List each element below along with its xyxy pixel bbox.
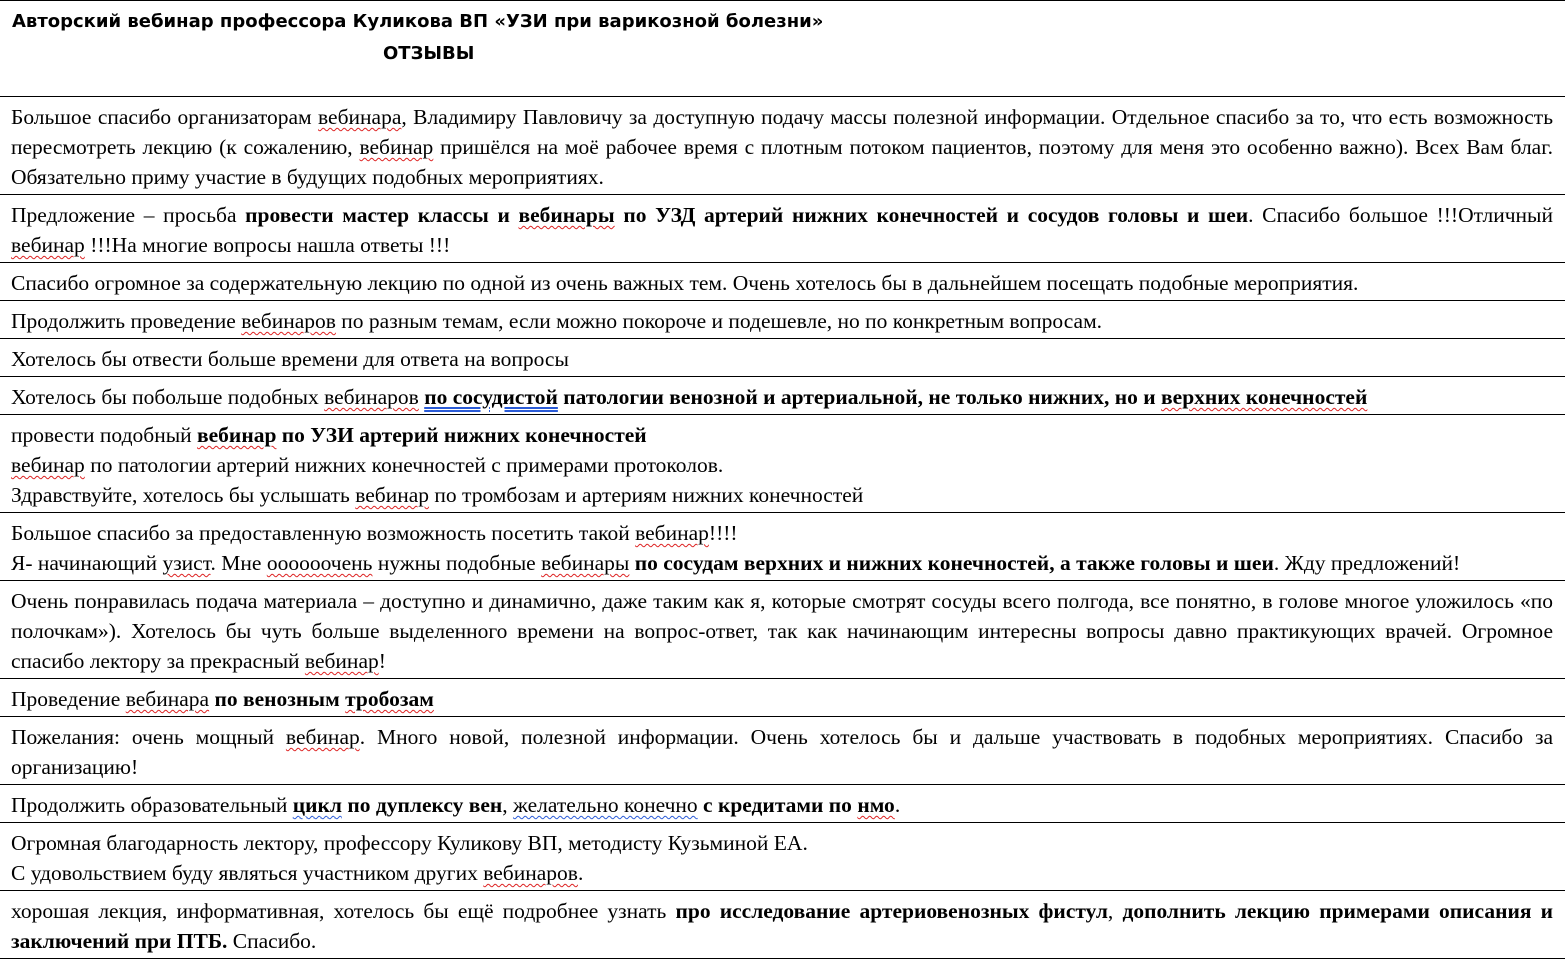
review-paragraph xyxy=(11,518,1553,548)
review-row xyxy=(0,784,1565,822)
review-paragraph xyxy=(11,548,1553,578)
review-text: Спасибо. xyxy=(227,929,317,953)
review-text: по патологии артерий нижних конечностей с примерами протоколов. xyxy=(84,453,724,477)
review-row xyxy=(0,580,1565,678)
review-row xyxy=(0,822,1565,890)
review-row xyxy=(0,300,1565,338)
review-text: . xyxy=(894,793,901,817)
review-paragraph xyxy=(11,344,1553,374)
review-text: с кредитами по xyxy=(697,793,858,817)
review-row xyxy=(0,512,1565,580)
review-text: по сосудистой xyxy=(424,385,558,409)
review-text: вебинаров xyxy=(241,309,336,333)
review-paragraph xyxy=(11,684,1553,714)
review-text: вебинар xyxy=(11,233,85,257)
review-text: вебинар xyxy=(304,649,379,673)
review-paragraph xyxy=(11,722,1553,782)
review-row xyxy=(0,194,1565,262)
review-text: Большое спасибо за предоставленную возможность посетить такой xyxy=(11,521,636,545)
review-text: нужны подобные xyxy=(372,551,542,575)
review-text: Продолжить образовательный xyxy=(11,793,293,817)
review-paragraph xyxy=(11,200,1553,260)
review-text: вебинара xyxy=(318,105,402,129)
review-paragraph xyxy=(11,828,1553,858)
review-text: Здравствуйте, хотелось бы услышать xyxy=(11,483,356,507)
review-text: Предложение – просьба xyxy=(11,203,246,227)
review-text: . Много новой, полезной информации. Очень хотелось бы и дальше участвовать в подобных мероприятиях. Спасибо за организацию! xyxy=(11,725,1553,779)
review-text: желательно конечно xyxy=(513,793,698,817)
review-text: провести мастер классы и xyxy=(245,203,519,227)
review-text: Спасибо огромное за содержательную лекцию по одной из очень важных тем. Очень хотелось бы в дальнейшем посещать подобные мероприятия. xyxy=(11,271,1359,295)
review-text: вебинар xyxy=(285,725,360,749)
review-row xyxy=(0,716,1565,784)
review-paragraph xyxy=(11,102,1553,192)
document-subtitle: ОТЗЫВЫ xyxy=(383,43,475,64)
review-text: . Жду предложений! xyxy=(1273,551,1461,575)
review-text: , Владимиру Павловичу за доступную подачу массы полезной информации. Отдельное спасибо за то, что есть возможность пересмотреть лекцию (к сожалению, xyxy=(11,105,1553,159)
review-text: ! xyxy=(378,649,386,673)
review-text: по венозным xyxy=(209,687,346,711)
review-text: Пожелания: очень мощный xyxy=(11,725,286,749)
review-paragraph xyxy=(11,306,1553,336)
review-text: !!!! xyxy=(708,521,738,545)
review-text: узист xyxy=(162,551,211,575)
review-text: вебинаров xyxy=(324,385,419,409)
review-text: Очень понравилась подача материала – доступно и динамично, даже таким как я, которые смотрят сосуды всего полгода, все понятно, в голове многое уложилось «по полочкам»). Хотелось бы чуть больше выделенного времени на вопрос-ответ, так как начинающим интересны вопросы давно практикующих врачей. Огромное спасибо лектору за прекрасный xyxy=(11,589,1553,673)
review-row xyxy=(0,678,1565,716)
review-paragraph xyxy=(11,790,1553,820)
review-text: вебинар xyxy=(635,521,709,545)
review-paragraph xyxy=(11,450,1553,480)
reviews-table xyxy=(0,96,1565,959)
review-text: Огромная благодарность лектору, профессору Куликову ВП, методисту Кузьминой ЕА. xyxy=(11,831,808,855)
review-row xyxy=(0,414,1565,512)
review-paragraph xyxy=(11,480,1553,510)
review-text: по разным темам, если можно покороче и подешевле, но по конкретным вопросам. xyxy=(335,309,1103,333)
review-text: !!!На многие вопросы нашла ответы !!! xyxy=(84,233,451,257)
review-text: патологии венозной и артериальной, не только нижних, но и xyxy=(557,385,1162,409)
review-text: Хотелось бы побольше подобных xyxy=(11,385,325,409)
review-paragraph xyxy=(11,420,1553,450)
review-paragraph xyxy=(11,896,1553,956)
review-row xyxy=(0,96,1565,194)
review-text: про исследование артериовенозных фистул xyxy=(675,899,1108,923)
review-row xyxy=(0,376,1565,414)
review-text: хорошая лекция, информативная, хотелось бы ещё подробнее узнать xyxy=(11,899,676,923)
review-paragraph xyxy=(11,382,1553,412)
review-row xyxy=(0,262,1565,300)
review-text: пришёлся на моё рабочее время с плотным потоком пациентов, поэтому для меня это особенно важно). Всех Вам благ. Обязательно приму участие в будущих подобных мероприятиях. xyxy=(11,135,1553,189)
review-text: вебинары xyxy=(518,203,615,227)
review-text: С удовольствием буду являться участником других xyxy=(11,861,484,885)
document-title: Авторский вебинар профессора Куликова ВП «УЗИ при варикозной болезни» xyxy=(12,11,824,32)
review-text: вебинар xyxy=(359,135,434,159)
review-paragraph xyxy=(11,586,1553,676)
review-text: нмо xyxy=(857,793,895,817)
review-text: Хотелось бы отвести больше времени для ответа на вопросы xyxy=(11,347,569,371)
review-text: Проведение xyxy=(11,687,126,711)
review-text: . Спасибо большое !!!Отличный xyxy=(1248,203,1553,227)
review-paragraph xyxy=(11,268,1553,298)
review-text: Продолжить проведение xyxy=(11,309,242,333)
review-text: вебинара xyxy=(125,687,210,711)
review-row xyxy=(0,890,1565,959)
review-text: по дуплексу вен xyxy=(341,793,503,817)
review-text: тробозам xyxy=(345,687,434,711)
review-text: провести подобный xyxy=(11,423,198,447)
review-text: вебинаров xyxy=(483,861,578,885)
review-text: Большое спасибо организаторам xyxy=(11,105,319,129)
review-text: . xyxy=(577,861,584,885)
review-text: вебинар xyxy=(197,423,277,447)
review-text: по УЗИ артерий нижних конечностей xyxy=(276,423,647,447)
review-text: . Мне xyxy=(210,551,267,575)
review-text: верхних конечностей xyxy=(1161,385,1368,409)
review-text: , xyxy=(502,793,514,817)
document-header xyxy=(0,0,1565,96)
review-paragraph xyxy=(11,858,1553,888)
review-text: вебинар xyxy=(11,453,85,477)
review-text: оооооочень xyxy=(266,551,373,575)
review-text: Я- начинающий xyxy=(11,551,163,575)
review-text: по УЗД артерий нижних конечностей и сосудов головы и шеи xyxy=(614,203,1249,227)
review-text: вебинары xyxy=(541,551,630,575)
review-text: цикл xyxy=(292,793,342,817)
review-text: , xyxy=(1107,899,1123,923)
review-text: дополнить лекцию примерами описания и заключений при ПТБ. xyxy=(11,899,1554,953)
review-text: вебинар xyxy=(355,483,430,507)
review-row xyxy=(0,338,1565,376)
review-text: по тромбозам и артериям нижних конечностей xyxy=(429,483,864,507)
review-text: по сосудам верхних и нижних конечностей, а также головы и шеи xyxy=(629,551,1274,575)
